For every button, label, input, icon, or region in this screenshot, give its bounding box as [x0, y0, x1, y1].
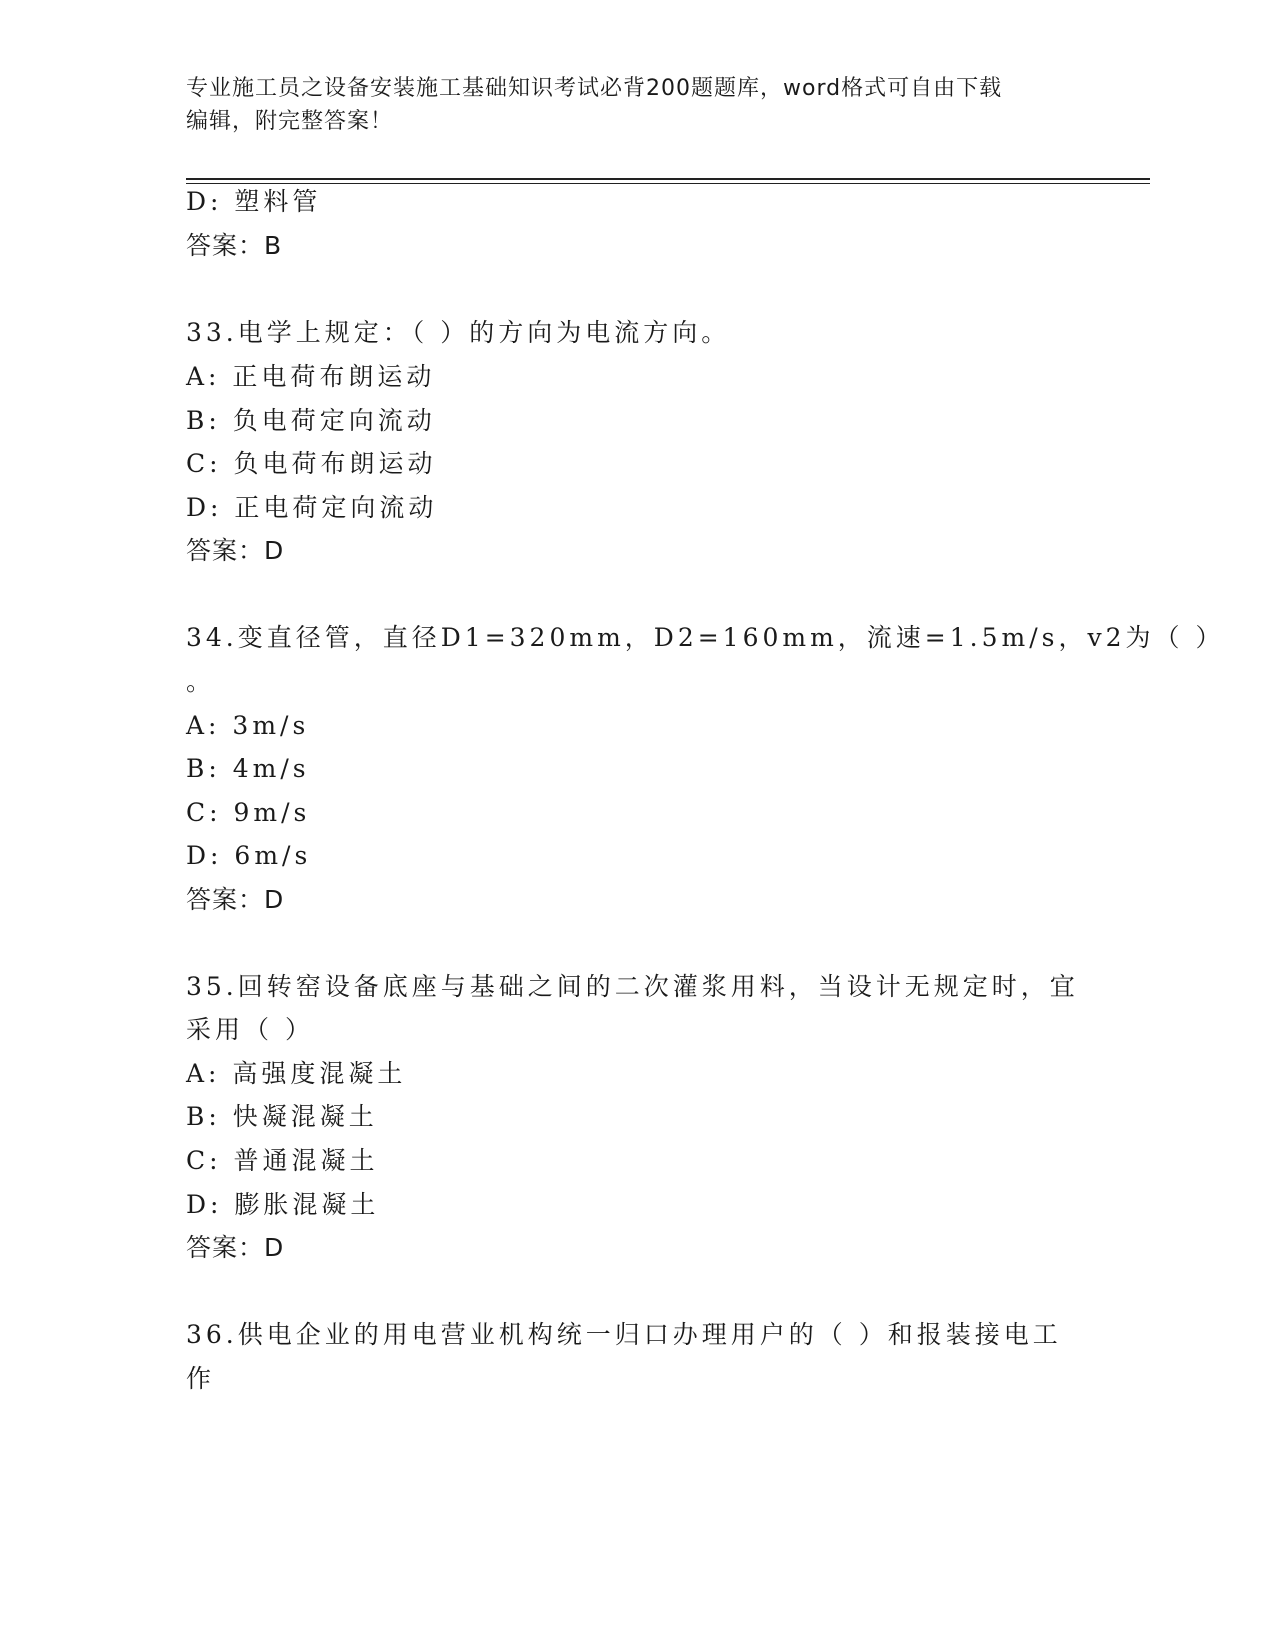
- document-header: [186, 72, 1066, 138]
- q36-stem-line-1: 36.供电企业的用电营业机构统一归口办理用户的（ ）和报装接电工: [186, 1320, 1062, 1349]
- q34-answer: 答案：D: [186, 885, 285, 914]
- header-title-line-1: 专业施工员之设备安装施工基础知识考试必背200题题库，word格式可自由下载: [186, 76, 1003, 101]
- q33-option-b: B: 负电荷定向流动: [186, 406, 436, 435]
- header-divider-thin: [186, 183, 1150, 184]
- q35-option-b: B: 快凝混凝土: [186, 1102, 378, 1131]
- q33-option-a: A: 正电荷布朗运动: [186, 362, 436, 391]
- q34-stem-line-1: 34.变直径管，直径D1=320mm，D2=160mm，流速=1.5m/s，v2为（ ）: [186, 623, 1225, 652]
- header-divider-thick: [186, 178, 1150, 180]
- q35-option-c: C: 普通混凝土: [186, 1146, 379, 1175]
- q34-option-a: A: 3m/s: [186, 711, 310, 740]
- q35-option-a: A: 高强度混凝土: [186, 1059, 407, 1088]
- q32-answer: 答案：B: [186, 231, 283, 260]
- q34-option-b: B: 4m/s: [186, 754, 310, 783]
- q35-answer: 答案：D: [186, 1233, 285, 1262]
- q35-stem-line-2: 采用（ ）: [186, 1015, 314, 1044]
- q34-stem-line-2: 。: [186, 667, 216, 696]
- q33-stem: 33.电学上规定：（ ）的方向为电流方向。: [186, 318, 731, 347]
- q34-option-c: C: 9m/s: [186, 798, 311, 827]
- q36-stem-line-2: 作: [186, 1364, 216, 1393]
- q35-option-d: D: 膨胀混凝土: [186, 1190, 380, 1219]
- q33-option-d: D: 正电荷定向流动: [186, 493, 438, 522]
- q33-option-c: C: 负电荷布朗运动: [186, 449, 437, 478]
- q33-answer: 答案：D: [186, 536, 285, 565]
- q34-option-d: D: 6m/s: [186, 841, 312, 870]
- q35-stem-line-1: 35.回转窑设备底座与基础之间的二次灌浆用料，当设计无规定时，宜: [186, 972, 1079, 1001]
- header-title-line-2: 编辑，附完整答案！: [186, 109, 394, 134]
- q32-option-d: D: 塑料管: [186, 187, 322, 216]
